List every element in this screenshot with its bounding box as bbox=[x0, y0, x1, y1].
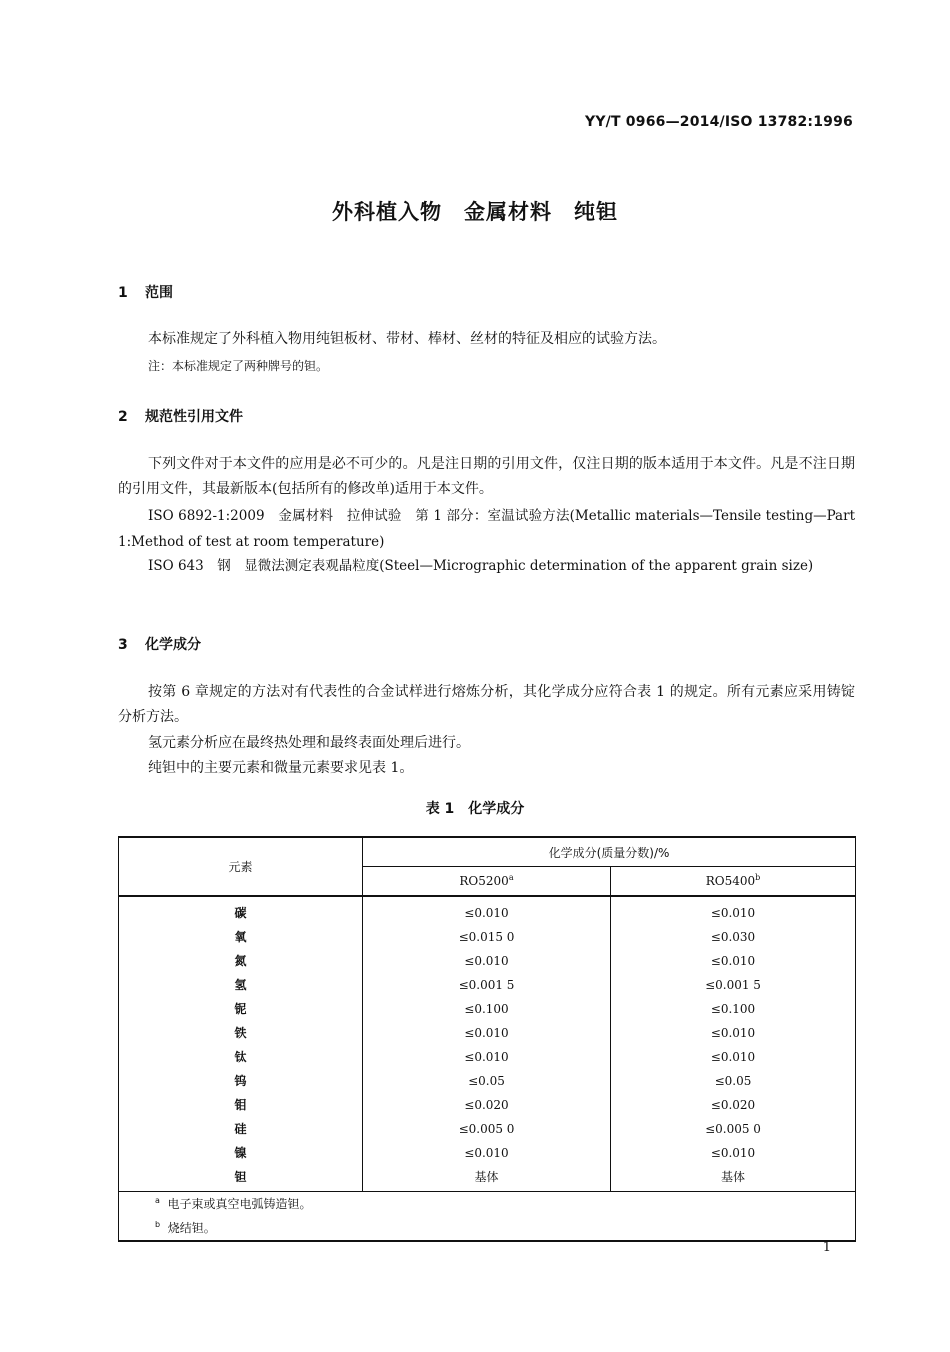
value-ro5400: ≤0.010 bbox=[710, 905, 756, 920]
section-1-heading bbox=[118, 282, 173, 302]
footnote-marker: a bbox=[155, 1196, 160, 1205]
value-ro5400: ≤0.05 bbox=[714, 1073, 752, 1088]
element-cell: 铌 bbox=[119, 997, 363, 1021]
table-row bbox=[119, 1045, 856, 1069]
value-ro5200: ≤0.001 5 bbox=[363, 973, 611, 997]
section-1-note: 注：本标准规定了两种牌号的钽。 bbox=[148, 359, 329, 373]
table-row bbox=[119, 1021, 856, 1045]
table-row bbox=[119, 1165, 856, 1192]
table-row bbox=[119, 896, 856, 925]
value-ro5400: ≤0.010 bbox=[710, 1145, 756, 1160]
value-ro5400: ≤0.010 bbox=[710, 1025, 756, 1040]
table-footnote bbox=[119, 1191, 856, 1216]
value-ro5200: ≤0.005 0 bbox=[363, 1117, 611, 1141]
reference-iso-643: ISO 643 钢 显微法测定表观晶粒度(Steel—Micrographic determination of the apparent grain size) bbox=[148, 558, 814, 574]
section-title: 化学成分 bbox=[145, 637, 201, 653]
value-ro5400: ≤0.100 bbox=[710, 1001, 756, 1016]
table-row bbox=[119, 949, 856, 973]
header-grade-ro5200: RO5200$^a$ bbox=[363, 867, 611, 896]
footnote-marker: a bbox=[508, 873, 514, 883]
section-3-heading bbox=[118, 634, 201, 654]
value-ro5400: ≤0.001 5 bbox=[705, 977, 761, 992]
value-ro5400: ≤0.030 bbox=[710, 929, 756, 944]
value-ro5200: ≤0.05 bbox=[363, 1069, 611, 1093]
table-caption: 表 1 化学成分 bbox=[425, 801, 525, 817]
section-3-paragraph-2: 氢元素分析应在最终热处理和最终表面处理后进行。 bbox=[148, 735, 470, 751]
chemical-composition-table bbox=[118, 836, 856, 1242]
value-ro5400: ≤0.005 0 bbox=[705, 1121, 761, 1136]
standard-code: YY/T 0966—2014/ISO 13782:1996 bbox=[585, 114, 853, 130]
table-footnote bbox=[119, 1216, 856, 1241]
element-cell: 钨 bbox=[119, 1069, 363, 1093]
table-row bbox=[119, 973, 856, 997]
element-cell: 镍 bbox=[119, 1141, 363, 1165]
footnote-text: 电子束或真空电弧铸造钽。 bbox=[167, 1197, 312, 1211]
value-ro5200: ≤0.020 bbox=[363, 1093, 611, 1117]
element-cell: 碳 bbox=[119, 896, 363, 925]
section-number: 2 bbox=[118, 409, 128, 425]
value-ro5200: ≤0.010 bbox=[363, 949, 611, 973]
page-number: 1 bbox=[822, 1240, 831, 1255]
value-ro5200: ≤0.010 bbox=[363, 1045, 611, 1069]
footnote-marker: b bbox=[755, 873, 761, 883]
footnote-text: 烧结钽。 bbox=[167, 1221, 216, 1235]
value-ro5200: ≤0.015 0 bbox=[363, 925, 611, 949]
section-3-paragraph-3: 纯钽中的主要元素和微量元素要求见表 1。 bbox=[148, 760, 414, 776]
element-cell: 氧 bbox=[119, 925, 363, 949]
element-cell: 氢 bbox=[119, 973, 363, 997]
header-element: 元素 bbox=[119, 837, 363, 896]
value-ro5400: ≤0.010 bbox=[710, 953, 756, 968]
element-cell: 钽 bbox=[119, 1165, 363, 1192]
footnote-marker: b bbox=[155, 1220, 161, 1229]
table-row bbox=[119, 1069, 856, 1093]
element-cell: 硅 bbox=[119, 1117, 363, 1141]
section-2-text: 下列文件对于本文件的应用是必不可少的。凡是注日期的引用文件，仅注日期的版本适用于本文件。凡是不注日期的引用文件，其最新版本(包括所有的修改单)适用于本文件。 bbox=[118, 456, 855, 497]
value-ro5200: ≤0.100 bbox=[363, 997, 611, 1021]
element-cell: 钼 bbox=[119, 1093, 363, 1117]
value-ro5400: ≤0.010 bbox=[710, 1049, 756, 1064]
section-2-heading bbox=[118, 406, 243, 426]
table-row bbox=[119, 1093, 856, 1117]
reference-iso-6892: ISO 6892-1:2009 金属材料 拉伸试验 第 1 部分：室温试验方法(Metallic materials—Tensile testing—Part 1:Method of test at room temperature) bbox=[118, 508, 855, 550]
table-row bbox=[119, 1141, 856, 1165]
value-ro5400: ≤0.020 bbox=[710, 1097, 756, 1112]
element-cell: 铁 bbox=[119, 1021, 363, 1045]
section-title: 规范性引用文件 bbox=[145, 409, 243, 425]
section-number: 1 bbox=[118, 285, 128, 301]
header-composition-group: 化学成分(质量分数)/% bbox=[363, 837, 856, 867]
section-number: 3 bbox=[118, 637, 128, 653]
value-ro5400: 基体 bbox=[611, 1165, 856, 1192]
document-title: 外科植入物 金属材料 纯钽 bbox=[332, 200, 618, 224]
value-ro5200: ≤0.010 bbox=[363, 1021, 611, 1045]
value-ro5200: 基体 bbox=[363, 1165, 611, 1192]
table-row bbox=[119, 925, 856, 949]
header-grade-ro5400: RO5400$^b$ bbox=[611, 867, 856, 896]
value-ro5200: ≤0.010 bbox=[363, 896, 611, 925]
element-cell: 钛 bbox=[119, 1045, 363, 1069]
table-row bbox=[119, 997, 856, 1021]
section-title: 范围 bbox=[145, 285, 173, 301]
table-row bbox=[119, 1117, 856, 1141]
section-3-paragraph-1: 按第 6 章规定的方法对有代表性的合金试样进行熔炼分析，其化学成分应符合表 1 的规定。所有元素应采用铸锭分析方法。 bbox=[118, 684, 855, 725]
section-1-text: 本标准规定了外科植入物用纯钽板材、带材、棒材、丝材的特征及相应的试验方法。 bbox=[148, 331, 666, 347]
element-cell: 氮 bbox=[119, 949, 363, 973]
value-ro5200: ≤0.010 bbox=[363, 1141, 611, 1165]
